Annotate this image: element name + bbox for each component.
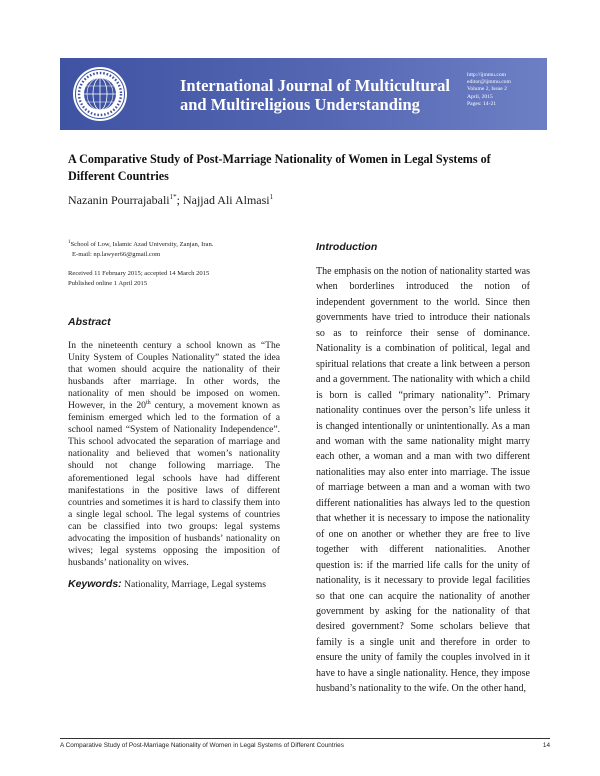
abstract-heading: Abstract [68,316,111,328]
author-email[interactable]: E-mail: np.lawyer66@gmail.com [72,251,161,259]
introduction-text: The emphasis on the notion of nationality started was when borderlines introduced the notion of independent government to the world. Since then governments have tried to introduce their nationals so as to reinforce their sense of dominance. Nationality is a combination of political, legal and spiritual relations that create a link between a person and a government. The nationality with which a child is born is called “primary nationality”. Primary nationality continues over the person’s life unless it is changed intentionally or unintentionally. As a man and woman with the same nationality might marry each other, a woman and a man with two different nationalities may also enter into marriage. The issue of marriage between a man and a woman with two different nationalities has always led to the question that whether it is necessary to impose the nationality of one on another or whether they are free to live together with different nationalities. Another question is: if the married life calls for the unity of nationality, is it necessary to provide legal facilities so that one can acquire the nationality of another government by asking for the nationality of that desired government? Some scholars believe that family is a single unit and therefore in order to ensure the unity of family the couples involved in it have to have a single nationality. Hence, they impose husband’s nationality to the wife. On the other hand, [316,266,530,695]
journal-pages: Pages: 14-21 [467,100,497,107]
paper-title: A Comparative Study of Post-Marriage Nationality of Women in Legal Systems of Different Countries [68,152,491,183]
journal-banner [60,58,547,130]
introduction-section [316,240,530,697]
keywords-label: Keywords: [68,577,122,590]
journal-url[interactable]: http://ijmmu.com [467,72,507,78]
journal-date: April, 2015 [467,93,493,100]
received-date: Received 11 February 2015; accepted 14 March 2015 [68,270,210,277]
journal-title-line1: International Journal of Multicultural [180,76,450,95]
footer-divider [60,738,550,739]
abstract-text: In the nineteenth century a school known as “The Unity System of Couples Nationality” stated the idea that women should acquire the nationality of their husbands after marriage. In other words, the nationality of men should be imposed on women. However, in the 20th century, a movement known as feminism emerged which led to the formation of a school named “System of Nationality Independence”. This school advocated the separation of marriage and nationality and believed that women’s nationality should not change following marriage. The aforementioned legal schools have had different manifestations in the positive laws of different countries and sometimes it is hard to classify them into a single legal school. The legal systems of countries can be classified into two groups: legal systems advocating the imposition of husbands’ nationality on wives; legal systems opposing the imposition of husbands’ nationality on wives. [68,340,280,568]
footer-running-title: A Comparative Study of Post-Marriage Nationality of Women in Legal Systems of Different Countries [60,742,344,749]
keywords-text: Nationality, Marriage, Legal systems [121,578,266,590]
article-dates [68,269,308,288]
page-number: 14 [542,742,550,749]
author-footnote-mark: 1 [269,193,274,201]
author-name: Nazanin Pourrajabali [68,193,170,207]
globe-logo-icon [72,66,128,122]
affiliation [68,238,308,260]
published-date: Published online 1 April 2015 [68,279,148,287]
abstract-section [68,315,280,591]
journal-volume: Volume 2, Issue 2 [467,86,507,93]
affiliation-text: School of Low, Islamic Azad University, Zanjan, Iran. [70,241,214,249]
journal-email[interactable]: editor@ijmmu.com [467,79,511,86]
introduction-heading: Introduction [316,241,378,253]
journal-title-line2: and Multireligious Understanding [180,95,420,114]
keywords [68,578,280,591]
author-line [68,189,488,208]
journal-title [180,76,480,114]
affiliation-mark: 1 [68,240,71,245]
author-footnote-mark: 1* [169,193,177,201]
journal-meta [467,72,545,108]
author-name: ; Najjad Ali Almasi [176,193,270,207]
